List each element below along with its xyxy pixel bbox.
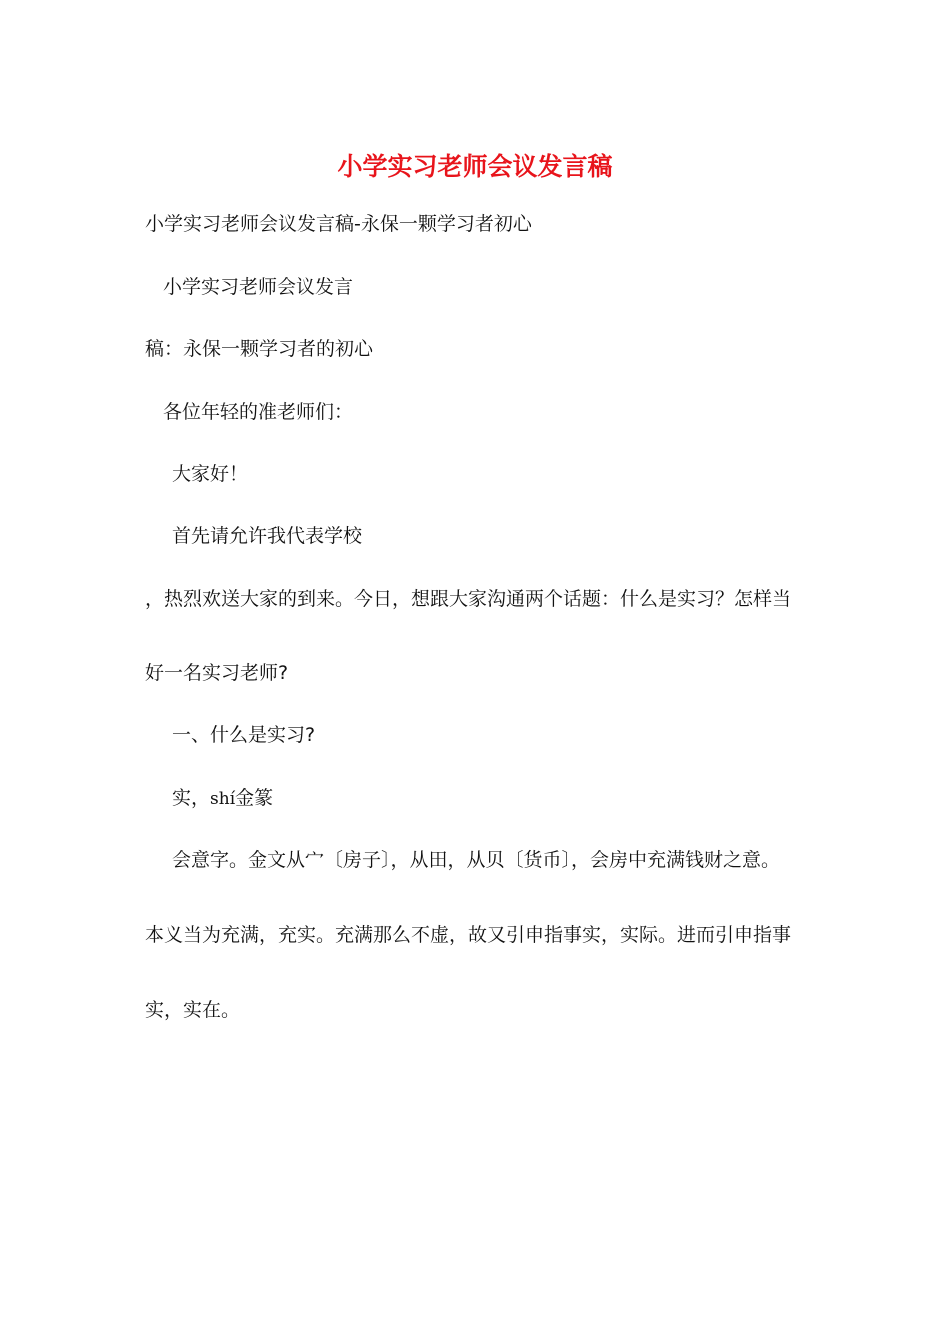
definition-script: 金篆: [235, 787, 274, 809]
paragraph-greeting: 大家好！: [172, 463, 249, 485]
section-heading-1: 一、什么是实习?: [172, 724, 316, 746]
definition-char: 实，: [172, 787, 211, 809]
paragraph-subtitle: 小学实习老师会议发言稿-永保一颗学习者初心: [145, 213, 532, 235]
paragraph-salutation: 各位年轻的准老师们：: [163, 401, 354, 423]
paragraph-definition: [172, 785, 832, 812]
paragraph-welcome: ，热烈欢送大家的到来。今日，想跟大家沟通两个话题：什么是实习？怎样当: [145, 588, 792, 610]
document-title: 小学实习老师会议发言稿: [337, 152, 613, 181]
paragraph-heading-part2: 稿：永保一颗学习者的初心: [145, 338, 374, 360]
paragraph-intro: 首先请允许我代表学校: [172, 525, 363, 547]
definition-pinyin: shí: [210, 789, 236, 809]
paragraph-meaning: 本义当为充满，充实。充满那么不虚，故又引申指事实，实际。进而引申指事: [145, 924, 792, 946]
paragraph-etymology: 会意字。金文从宀〔房子〕，从田，从贝〔货币〕，会房中充满钱财之意。: [172, 849, 781, 871]
paragraph-welcome-cont: 好一名实习老师?: [145, 662, 289, 684]
paragraph-heading-part1: 小学实习老师会议发言: [163, 276, 354, 298]
paragraph-meaning-cont: 实，实在。: [145, 999, 241, 1021]
